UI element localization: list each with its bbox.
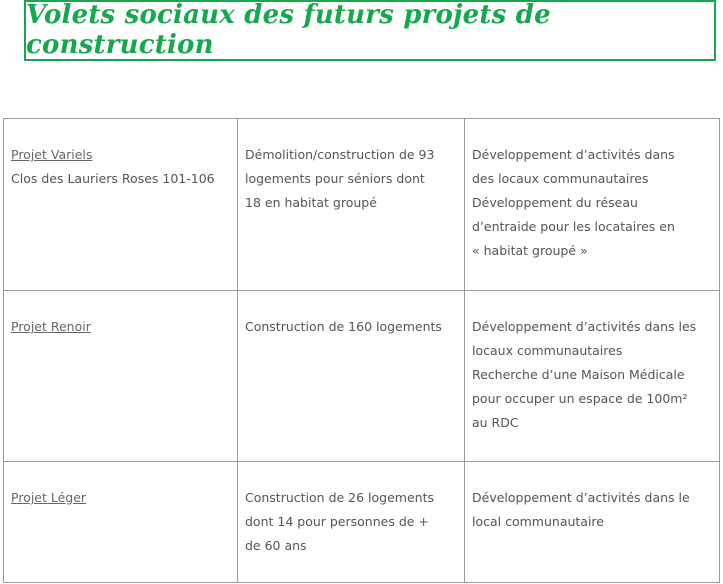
- page-title: Volets sociaux des futurs projets de construction: [26, 0, 551, 60]
- construction-line: 18 en habitat groupé: [245, 195, 377, 210]
- table-row: [4, 291, 720, 462]
- social-line: Recherche d’une Maison Médicale: [472, 367, 685, 382]
- social-line: pour occuper un espace de 100m²: [472, 391, 688, 406]
- social-line: locaux communautaires: [472, 343, 623, 358]
- construction-line: Construction de 160 logements: [245, 319, 442, 334]
- social-line: Développement du réseau: [472, 195, 638, 210]
- title-banner: [24, 0, 716, 61]
- social-line: des locaux communautaires: [472, 171, 649, 186]
- project-link-variels[interactable]: Projet Variels: [11, 147, 93, 162]
- social-cell: [465, 291, 720, 462]
- project-link-renoir[interactable]: Projet Renoir: [11, 319, 91, 334]
- social-cell: [465, 462, 720, 583]
- social-cell: [465, 119, 720, 291]
- projects-table: [3, 118, 720, 583]
- construction-line: Construction de 26 logements: [245, 490, 434, 505]
- construction-line: Démolition/construction de 93: [245, 147, 435, 162]
- project-cell: [4, 291, 238, 462]
- construction-line: dont 14 pour personnes de +: [245, 514, 429, 529]
- project-link-leger[interactable]: Projet Léger: [11, 490, 87, 505]
- social-line: Développement d’activités dans le: [472, 490, 690, 505]
- social-line: local communautaire: [472, 514, 604, 529]
- project-cell: [4, 119, 238, 291]
- project-address: Clos des Lauriers Roses 101-106: [11, 171, 215, 186]
- construction-cell: [238, 119, 465, 291]
- social-line: « habitat groupé »: [472, 243, 588, 258]
- construction-cell: [238, 462, 465, 583]
- social-line: Développement d’activités dans les: [472, 319, 697, 334]
- construction-line: logements pour séniors dont: [245, 171, 425, 186]
- table-row: [4, 119, 720, 291]
- social-line: d’entraide pour les locataires en: [472, 219, 675, 234]
- social-line: au RDC: [472, 415, 519, 430]
- construction-line: de 60 ans: [245, 538, 307, 553]
- social-line: Développement d’activités dans: [472, 147, 675, 162]
- project-cell: [4, 462, 238, 583]
- construction-cell: [238, 291, 465, 462]
- table-row: [4, 462, 720, 583]
